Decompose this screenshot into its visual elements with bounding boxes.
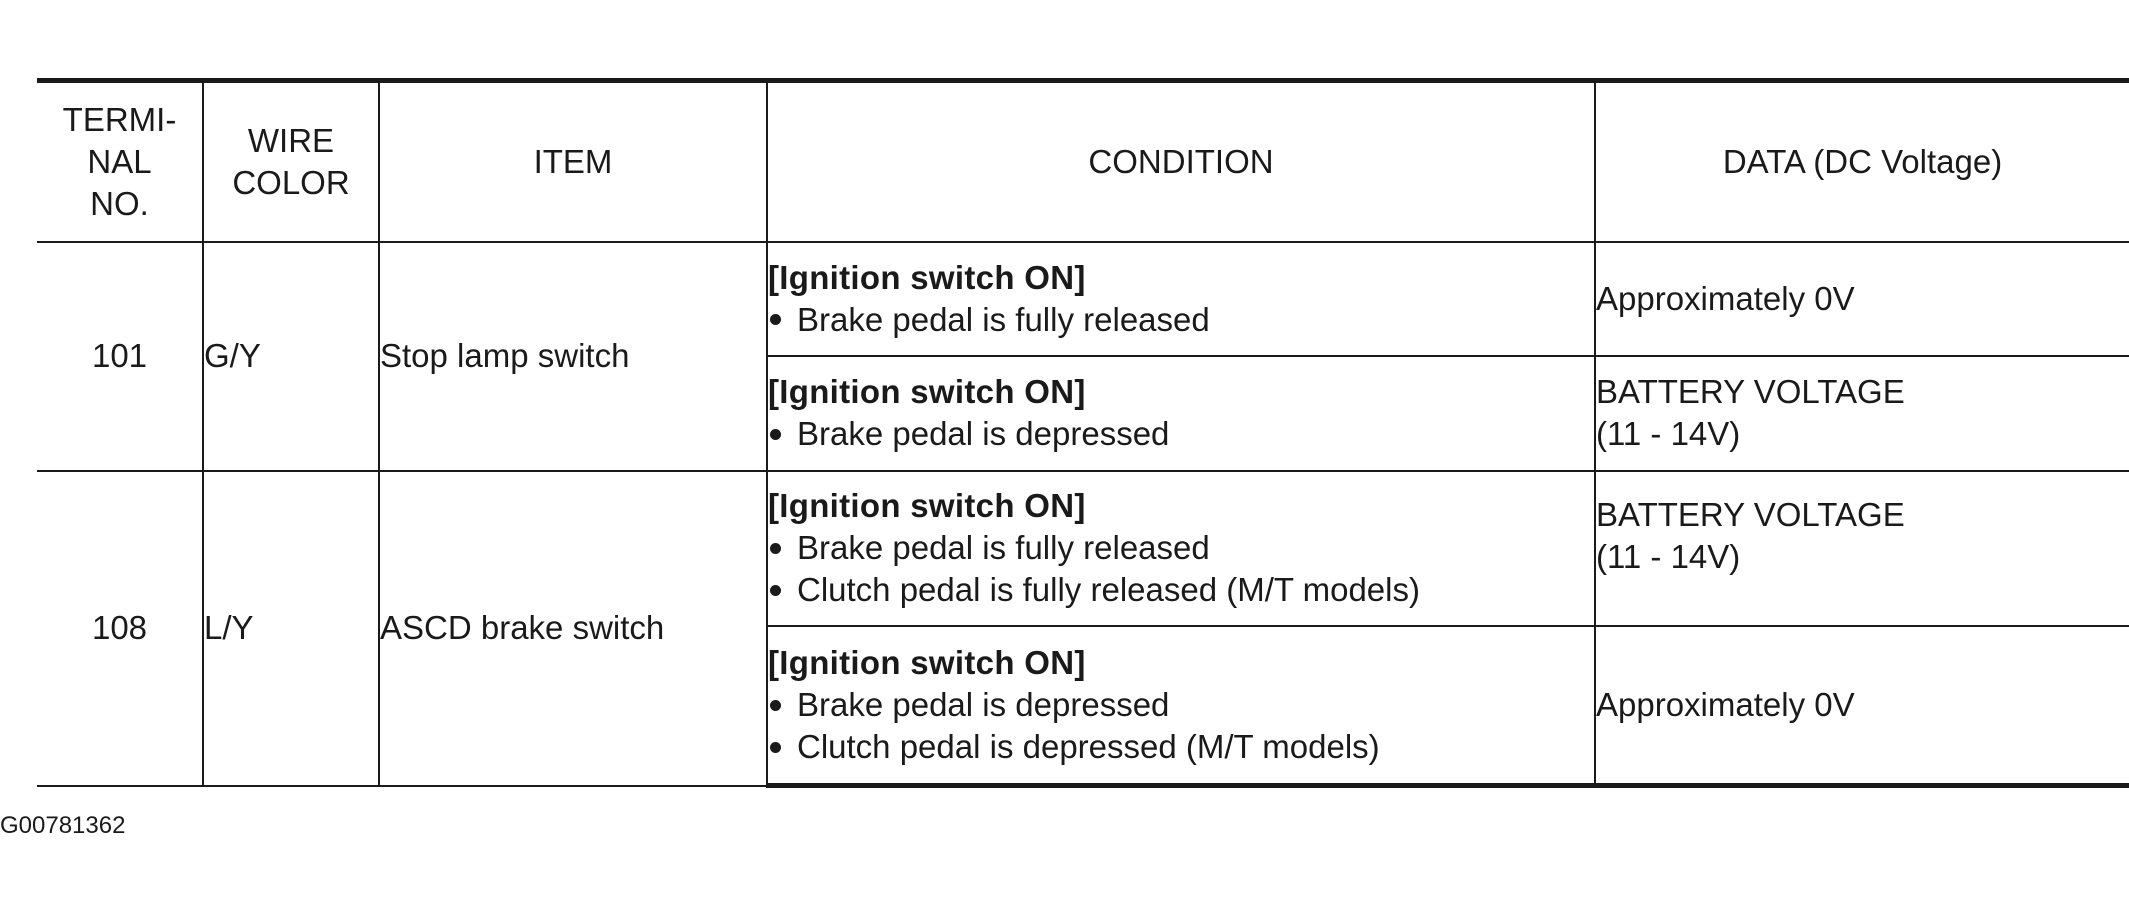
- table-row: [37, 471, 2129, 626]
- table-row: [37, 242, 2129, 356]
- condition-bullet: Brake pedal is fully released: [768, 527, 1594, 569]
- condition-title: [Ignition switch ON]: [768, 258, 1086, 296]
- data-cell: BATTERY VOLTAGE (11 - 14V): [1595, 356, 2129, 471]
- terminal-data-sheet: [37, 78, 2129, 788]
- bullet-icon: [770, 429, 781, 440]
- condition-bullet: Clutch pedal is depressed (M/T models): [768, 726, 1594, 768]
- header-condition: CONDITION: [767, 81, 1595, 242]
- header-wire-color: WIRE COLOR: [203, 81, 379, 242]
- bullet-icon: [770, 543, 781, 554]
- data-cell: BATTERY VOLTAGE (11 - 14V): [1595, 471, 2129, 626]
- condition-title: [Ignition switch ON]: [768, 373, 1086, 410]
- terminal-table: [37, 78, 2129, 788]
- header-row: [37, 81, 2129, 242]
- bullet-icon: [770, 314, 781, 325]
- terminal-number: 101: [37, 242, 203, 471]
- wire-color: L/Y: [203, 471, 379, 786]
- condition-bullet: Clutch pedal is fully released (M/T models): [768, 569, 1594, 611]
- condition-title: [Ignition switch ON]: [768, 487, 1086, 524]
- condition-cell: [767, 356, 1595, 471]
- figure-id-caption: G00781362: [0, 812, 126, 839]
- data-cell: Approximately 0V: [1595, 242, 2129, 356]
- condition-bullet: Brake pedal is fully released: [768, 299, 1594, 341]
- terminal-number: 108: [37, 471, 203, 786]
- condition-cell: [767, 242, 1595, 356]
- bullet-icon: [770, 742, 781, 753]
- item-name: Stop lamp switch: [379, 242, 767, 471]
- condition-cell: [767, 471, 1595, 626]
- header-terminal-no: TERMI- NAL NO.: [37, 81, 203, 242]
- condition-bullet: Brake pedal is depressed: [768, 684, 1594, 726]
- condition-bullet: Brake pedal is depressed: [768, 413, 1594, 455]
- bullet-icon: [770, 700, 781, 711]
- data-cell: Approximately 0V: [1595, 626, 2129, 786]
- bullet-icon: [770, 585, 781, 596]
- item-name: ASCD brake switch: [379, 471, 767, 786]
- condition-title: [Ignition switch ON]: [768, 643, 1086, 681]
- header-data: DATA (DC Voltage): [1595, 81, 2129, 242]
- condition-cell: [767, 626, 1595, 786]
- header-item: ITEM: [379, 81, 767, 242]
- wire-color: G/Y: [203, 242, 379, 471]
